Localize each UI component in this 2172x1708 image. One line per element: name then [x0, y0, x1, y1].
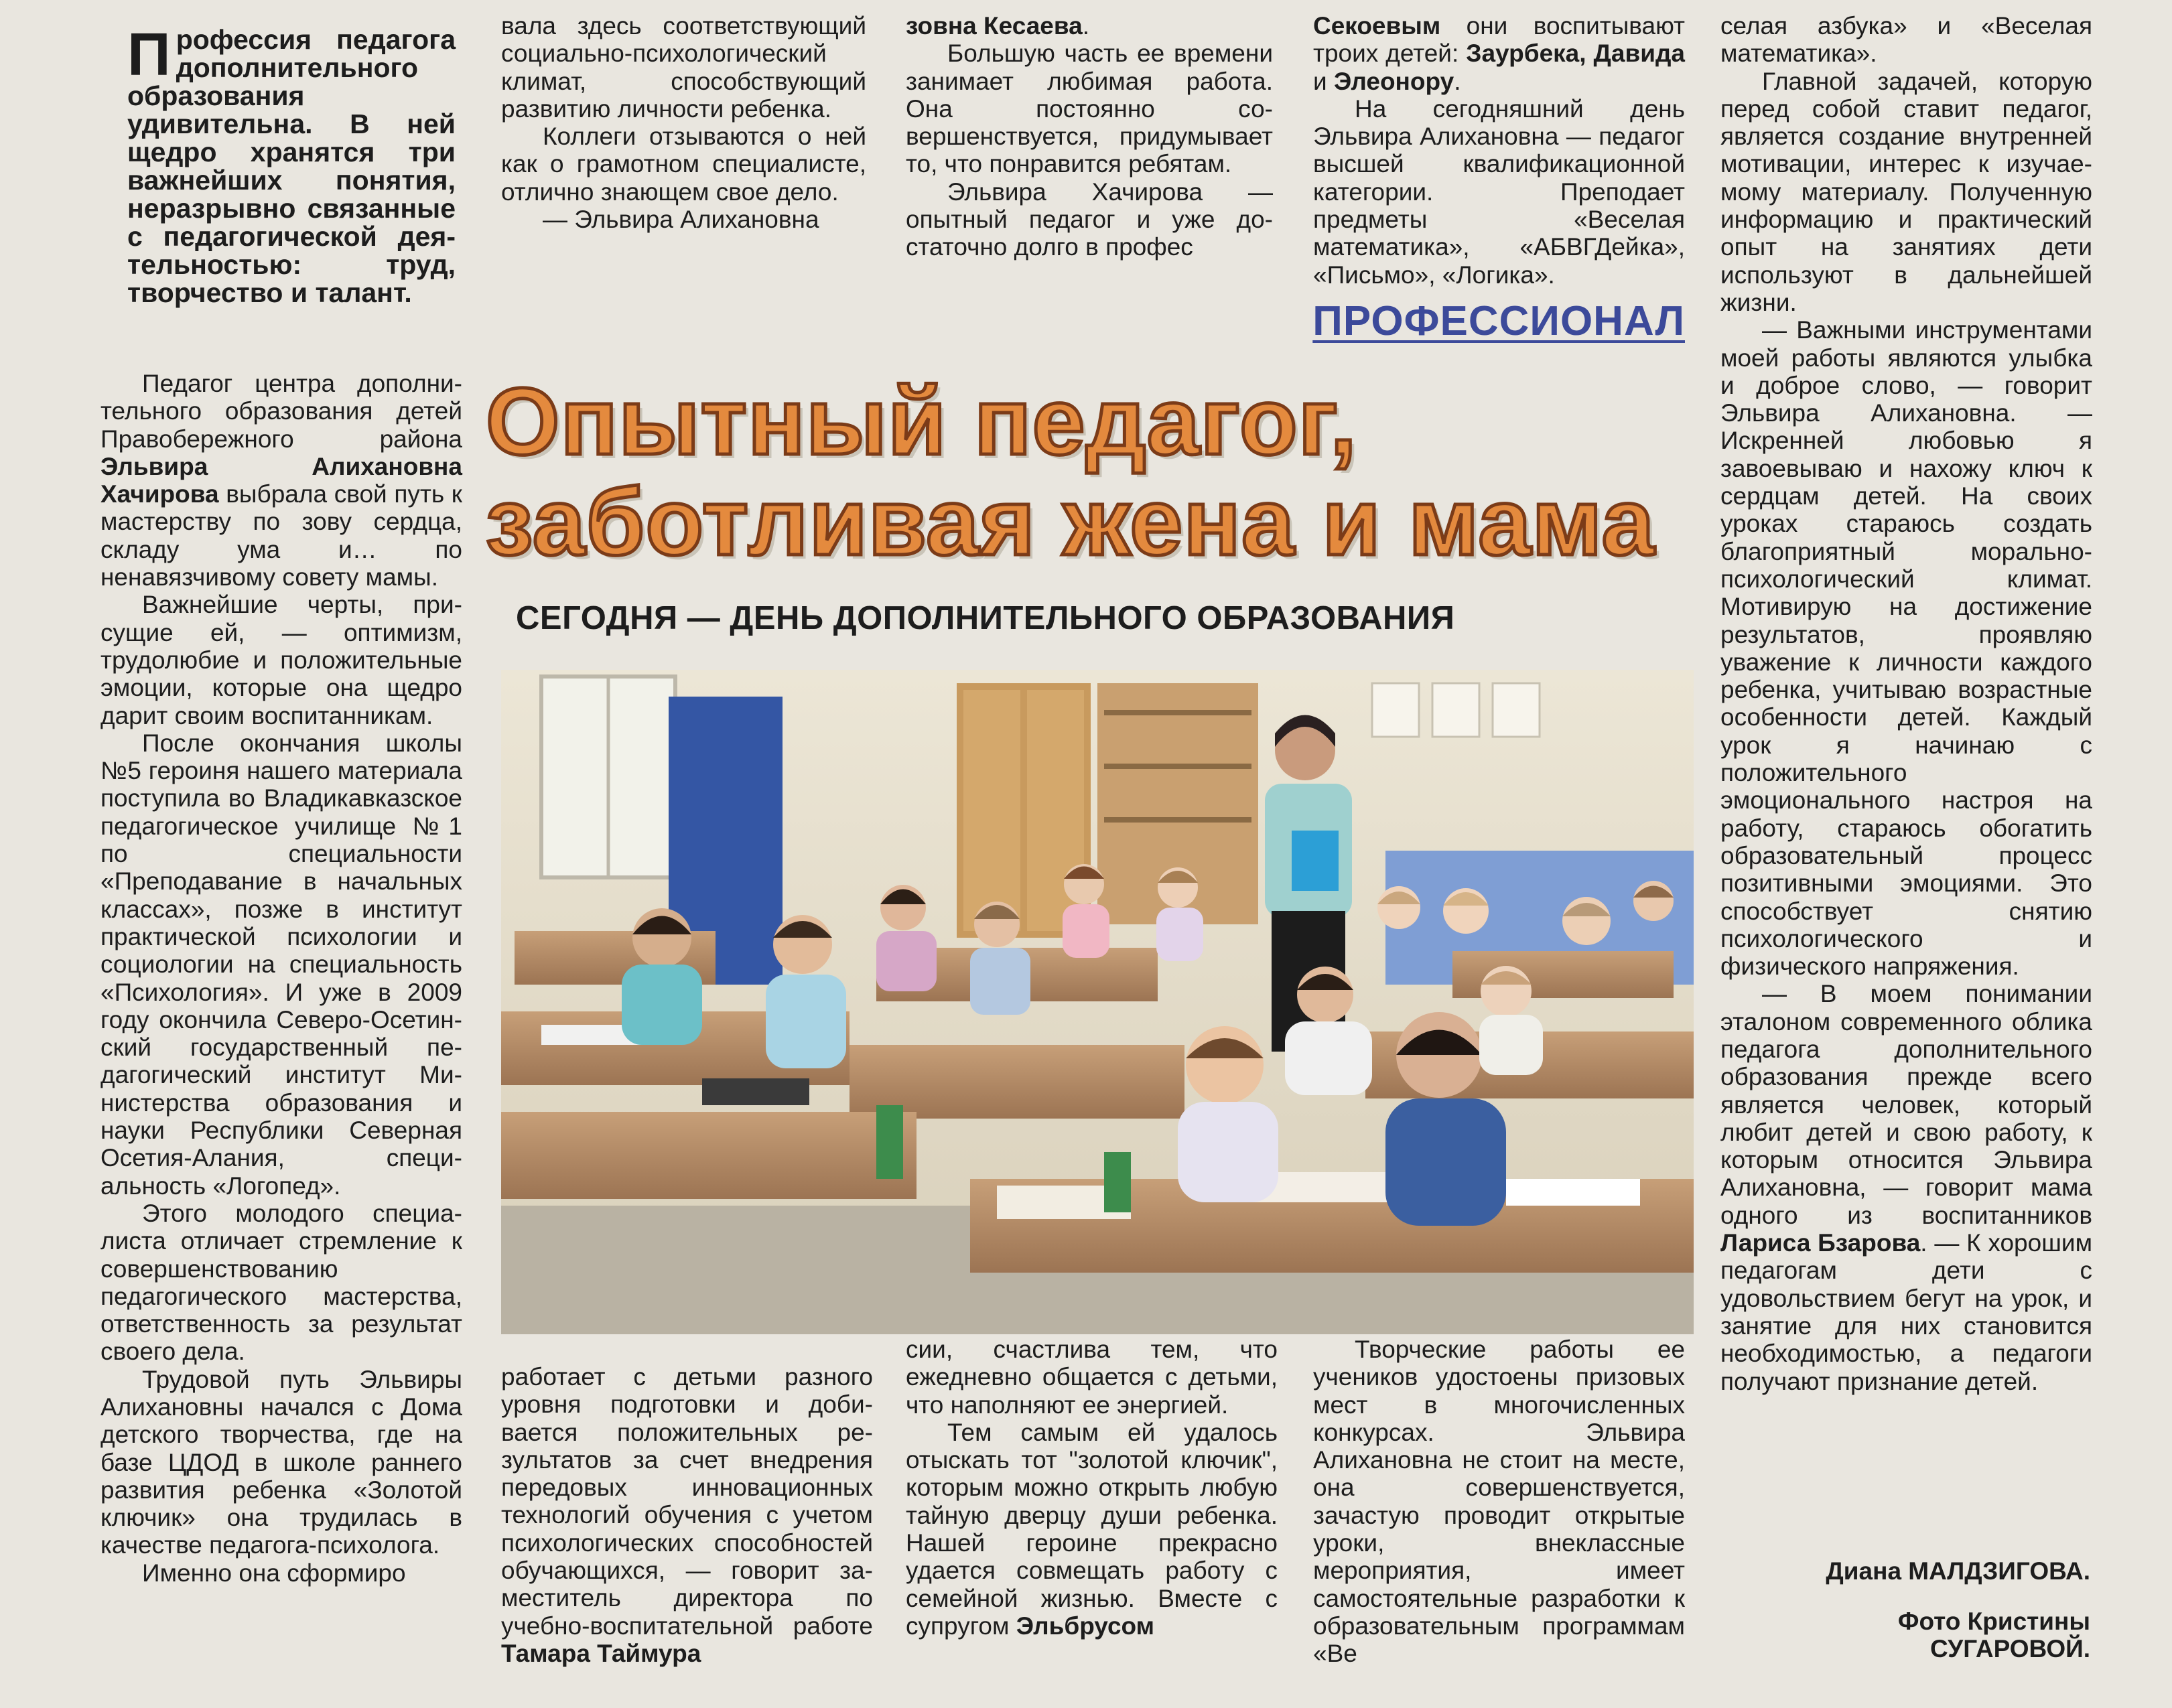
col2-para-3: — Эльвира Алихановна [543, 206, 819, 234]
column-4-top [1313, 12, 1685, 289]
col1-para-1: Педагог центра дополнительного образования детей Правобережного района Эльвира Алихановна Хачирова выбрала свой путь к мастерству по зову сердца, складу ума и… по ненавязчивому совету мамы. [100, 370, 462, 591]
col2-para-2: Коллеги отзываются о ней как о грамотном специалисте, отлично знающем свое дело. [501, 123, 866, 206]
col5-para-2: — Важными инструментами моей работы являются улыбка и доброе слово, — говорит Эльвира Алихановна. — Искренней любовью я завоевываю и нахожу ключ к сердцам детей. На своих уроках стараюсь создать благоприятный морально-психологический климат. Мотивирую на достижение результатов, проявляю уважение к личности каждого ребенка, учитываю возрастные особенности детей. Каждый урок я начинаю с положительного эмоционального настроя на работу, стараюсь обогатить образовательный процесс позитивными эмоциями. Это способствует снятию психологического и физического напряжения. [1720, 316, 2092, 981]
col1-para-4: Этого молодого специалиста отличает стремление к совершенствованию педагогического мастерства, ответственность за результат своего дела. [100, 1199, 462, 1366]
lead-text: рофессия педагога дополнительного образования удивительна. В ней щедро хранятся три важнейших понятия, неразрывно связанные с педагогической деятельностью: труд, творчество и талант. [127, 24, 456, 308]
col4-bottom-para: Творческие работы ее учеников удостоены призовых мест в многочисленных конкурсах. Эльвира Алихановна не стоит на месте, она совершенствуется, зачастую проводит открытые уроки, внеклассные мероприятия, имеет самостоятельные разработки к образовательным программам «Ве [1313, 1336, 1685, 1668]
col3-para-3: Эльвира Хачирова — опытный педагог и уже достаточно долго в профес [906, 177, 1273, 261]
lead-paragraph [127, 21, 456, 308]
col1-para-2: Важнейшие черты, присущие ей, — оптимизм, трудолюбие и положительные эмоции, которые она щедро дарит своим воспитанникам. [100, 591, 462, 729]
col4-para-1: Секоевым они воспитывают троих детей: Заурбека, Давида и Элеонору. [1313, 12, 1686, 95]
col5-para-3: — В моем понимании эталоном современного облика педагога дополнительного образования прежде всего является человек, который любит детей и свою работу, к которым относится Эльвира Алихановна, — говорит мама одного из воспитанников Лариса Бзарова. — К хорошим педагогам дети с удовольствием бегут на урок, и занятие для них становится необходимостью, а педагоги получают признание детей. [1720, 980, 2093, 1395]
col3-bottom-para-2: Тем самым ей удалось отыскать тот "золотой ключик", которым можно открыть любую тайную дверцу души ребенка. Нашей героине прекрасно удается совмещать работу с семейной жизнью. Вместе с супругом Эльбрусом [906, 1418, 1278, 1640]
col1-para-5: Трудовой путь Эльвиры Алихановны начался с Дома детского творчества, где на базе ЦДОД в школе раннего развития ребенка «Золотой ключик» она трудилась в качестве педагога-психолога. [100, 1365, 462, 1559]
column-1 [100, 370, 462, 1587]
classroom-photo [501, 670, 1694, 1334]
photo-credit-line-1: Фото Кристины [1897, 1608, 2090, 1635]
col4-para-2: На сегодняшний день Эльвира Алихановна — педагог высшей квалификационной категории. Преподает предметы «Веселая математика», «АБВГДейка», «Письмо», «Логика». [1313, 94, 1685, 289]
headline-line-2: заботливая жена и мама [486, 469, 1655, 575]
column-3-bottom [906, 1336, 1278, 1640]
rubric-label: ПРОФЕССИОНАЛ [1312, 298, 1685, 344]
author-signature: Диана МАЛДЗИГОВА. [1826, 1557, 2090, 1585]
col3-para-2: Большую часть ее времени занимает любимая работа. Она постоянно совершенствуется, придумывает то, что понравится ребятам. [906, 40, 1273, 178]
column-5 [1720, 12, 2092, 1395]
drop-cap: П [127, 21, 171, 88]
headline-line-1: Опытный педагог, [486, 368, 1357, 475]
col3-para-1: зовна Кесаева. [906, 12, 1089, 40]
col5-para-1: Главной задачей, которую перед собой ставит педагог, является создание внутренней мотивации, интерес к изучаемому материалу. Полученную информацию и практический опыт на занятиях дети используют в дальнейшей жизни. [1720, 67, 2092, 316]
col1-para-3: После окончания школы №5 героиня нашего материала поступила во Владикавказское педагогическое училище №1 по специальности «Преподавание в начальных классах», позже в институт практической психологии и социологии на специальность «Психология». И уже в 2009 году окончила Северо-Осетинский государственный педагогический институт Министерства образования и науки Республики Северная Осетия-Алания, специальность «Логопед». [100, 729, 462, 1200]
col1-para-6: Именно она сформиро [142, 1559, 406, 1587]
col2-bottom-para: работает с детьми разного уровня подготовки и добивается положительных результатов за счет внедрения передовых инновационных технологий обучения с учетом психологических способностей обучающихся, — говорит заместитель директора по учебно-воспитательной работе Тамара Таймура [501, 1363, 873, 1667]
photo-credit-line-2: СУГАРОВОЙ. [1929, 1635, 2090, 1662]
column-4-bottom [1313, 1336, 1685, 1668]
col5-intro: селая азбука» и «Веселая математика». [1720, 12, 2092, 68]
col2-para-1: вала здесь соответствующий социально-психологический климат, способствующий развитию личности ребенка. [501, 12, 866, 123]
col3-bottom-para-1: сии, счастлива тем, что ежедневно общается с детьми, что наполняют ее энергией. [906, 1336, 1278, 1419]
column-3-top [906, 12, 1273, 261]
column-2-top [501, 12, 866, 233]
subheadline: СЕГОДНЯ — ДЕНЬ ДОПОЛНИТЕЛЬНОГО ОБРАЗОВАНИЯ [516, 600, 1455, 636]
column-2-bottom [501, 1363, 873, 1667]
heroine-name: Эльвира Алихановна Хачирова [100, 452, 462, 508]
headline [486, 368, 1718, 575]
